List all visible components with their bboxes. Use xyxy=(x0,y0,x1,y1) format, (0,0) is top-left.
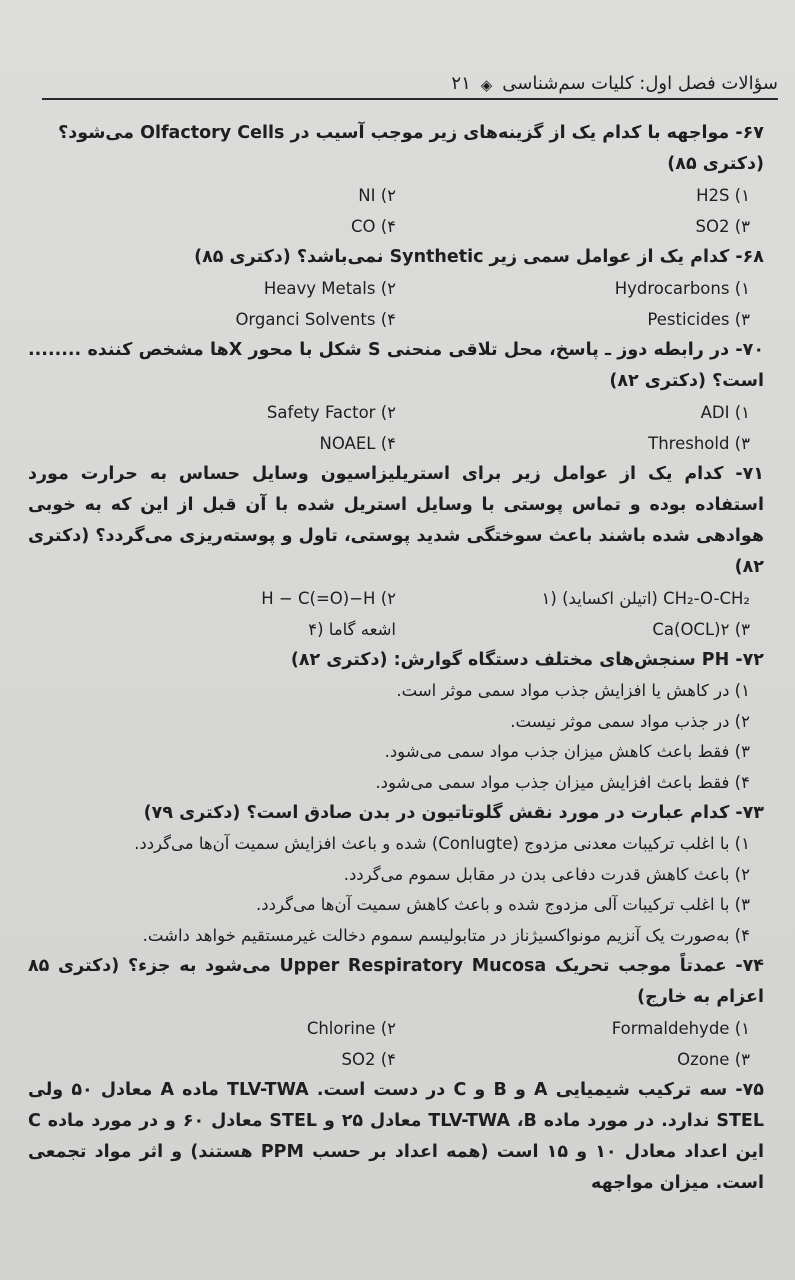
option: Formaldehyde (۱ xyxy=(611,1019,750,1038)
option-line: ۳) با اغلب ترکیبات آلی مزدوج شده و باعث کاهش سمیت آن‌ها می‌گردد. xyxy=(256,895,750,914)
page-header xyxy=(42,60,778,100)
option: Hydrocarbons (۱ xyxy=(614,279,750,298)
option-line: ۲) باعث کاهش قدرت دفاعی بدن در مقابل سموم می‌گردد. xyxy=(343,864,750,884)
option: Safety Factor (۲ xyxy=(266,403,396,422)
option: H2S (۱ xyxy=(696,186,750,205)
question-72: ۷۲- PH سنجش‌های مختلف دستگاه گوارش: (دکتری ۸۲) xyxy=(290,650,764,670)
options-74 xyxy=(28,1013,764,1075)
option: CH₂-O-CH₂ (اتیلن اکساید) (۱ xyxy=(541,589,750,608)
options-70 xyxy=(28,397,764,459)
options-71 xyxy=(28,583,764,645)
options-68 xyxy=(28,273,764,335)
option: Threshold (۳ xyxy=(648,434,750,453)
option-line: ۱) در کاهش یا افزایش جذب مواد سمی موثر است. xyxy=(396,681,750,700)
option-line: ۱) با اغلب ترکیبات معدنی مزدوج (Conlugte) شده و باعث افزایش سمیت آن‌ها می‌گردد. xyxy=(134,834,750,853)
questions-area xyxy=(28,118,764,1199)
question-73: ۷۳- کدام عبارت در مورد نقش گلوتاتیون در بدن صادق است؟ (دکتری ۷۹) xyxy=(143,803,764,823)
option: Ozone (۳ xyxy=(677,1050,750,1069)
question-71: ۷۱- کدام یک از عوامل زیر برای استریلیزاسیون وسایل حساس به حرارت مورد استفاده بوده و تماس پوستی با وسایل استریل شده با آن قبل از این که به خوبی هوادهی شده باشند باعث سوختگی شدید پوستی، تاول و پوسته‌ریزی می‌گردد؟ (دکتری ۸۲) xyxy=(28,464,764,577)
option: SO2 (۴ xyxy=(341,1050,396,1069)
question-70: ۷۰- در رابطه دوز ـ پاسخ، محل تلاقی منحنی S شکل با محور Xها مشخص کننده ........ است؟ (دکتری ۸۲) xyxy=(28,340,765,391)
option: SO2 (۳ xyxy=(695,217,750,236)
chapter-title: سؤالات فصل اول: کلیات سم‌شناسی xyxy=(502,73,778,94)
option: NOAEL (۴ xyxy=(319,434,396,453)
option: Organci Solvents (۴ xyxy=(235,310,396,329)
option-line: ۴) فقط باعث افزایش میزان جذب مواد سمی می‌شود. xyxy=(375,772,750,792)
option: Heavy Metals (۲ xyxy=(263,279,396,298)
option: Pesticides (۳ xyxy=(647,310,750,329)
options-67 xyxy=(28,180,764,242)
page-number: ۲۱ xyxy=(451,73,471,94)
option: ADI (۱ xyxy=(700,403,750,422)
option-line: ۳) فقط باعث کاهش میزان جذب مواد سمی می‌شود. xyxy=(384,742,750,761)
question-67: ۶۷- مواجهه با کدام یک از گزینه‌های زیر موجب آسیب در Olfactory Cells می‌شود؟ (دکتری ۸۵) xyxy=(58,123,764,174)
question-68: ۶۸- کدام یک از عوامل سمی زیر Synthetic نمی‌باشد؟ (دکتری ۸۵) xyxy=(194,247,764,267)
option: Ca(OCL)۲ (۳ xyxy=(652,620,750,639)
diamond-icon: ◈ xyxy=(480,76,493,94)
option: NI (۲ xyxy=(358,186,396,205)
option: Chlorine (۲ xyxy=(306,1019,396,1038)
question-74: ۷۴- عمدتاً موجب تحریک Upper Respiratory Mucosa می‌شود به جزء؟ (دکتری ۸۵ اعزام به خارج) xyxy=(28,956,764,1007)
question-75: ۷۵- سه ترکیب شیمیایی A و B و C در دست است. TLV-TWA ماده A معادل ۵۰ ولی STEL ندارد. در مورد ماده TLV-TWA ،B معادل ۲۵ و STEL معادل ۶۰ و در مورد ماده C این اعداد معادل ۱۰ و ۱۵ است (همه اعداد بر حسب PPM هستند) و اثر مواد تجمعی است. میزان مواجهه xyxy=(28,1080,764,1193)
option-line: ۲) در جذب مواد سمی موثر نیست. xyxy=(510,711,750,731)
option: اشعه گاما (۴ xyxy=(308,620,396,639)
option: H − C(=O)−H (۲ xyxy=(261,589,396,608)
option-line: ۴) به‌صورت یک آنزیم مونواکسیژناز در متابولیسم سموم دخالت غیرمستقیم خواهد داشت. xyxy=(142,925,750,945)
option: CO (۴ xyxy=(350,217,396,236)
